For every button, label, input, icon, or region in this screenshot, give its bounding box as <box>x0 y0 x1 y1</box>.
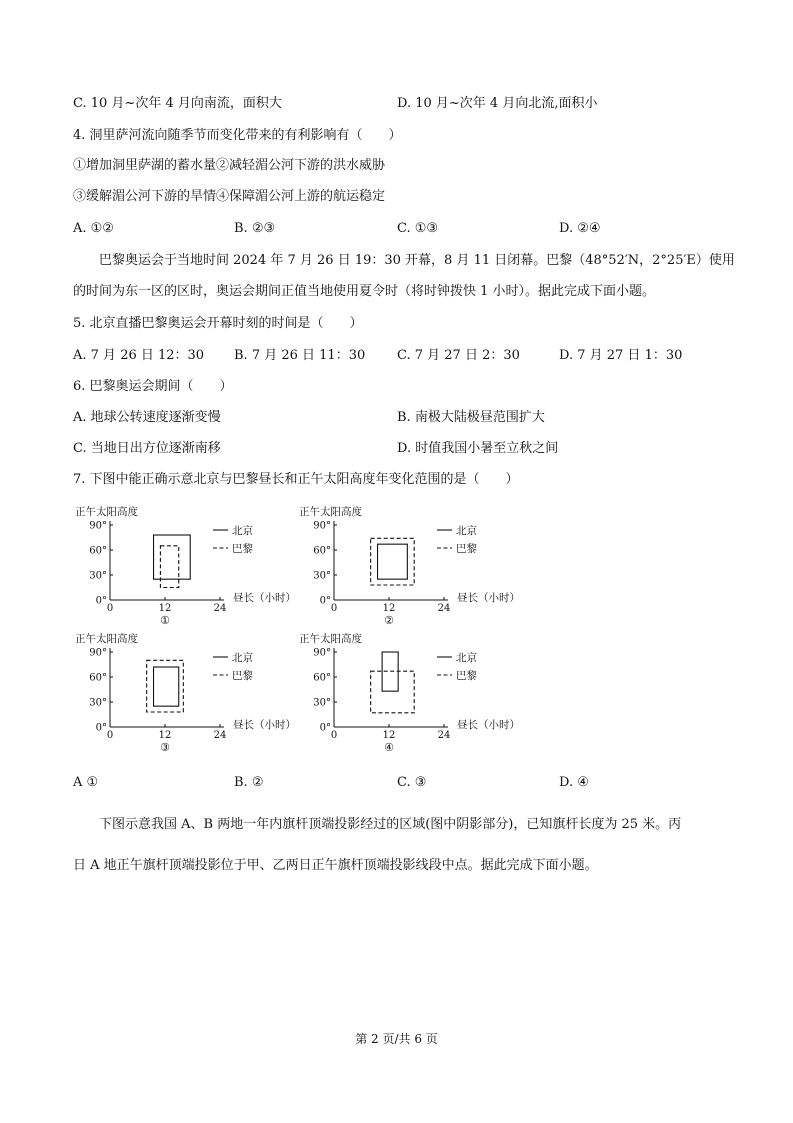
y-axis-title: 正午太阳高度 <box>299 506 362 518</box>
legend-beijing-label: 北京 <box>456 525 477 537</box>
x-tick-label: 0 <box>330 603 338 614</box>
passage1-line2: 的时间为东一区的区时，奥运会期间正值当地使用夏令时（将时钟拨快 1 小时）。据此完成下面小题。 <box>73 284 656 299</box>
q7-option-b: B. ② <box>234 775 264 790</box>
y-tick-label: 60° <box>89 545 107 557</box>
y-tick-label: 0° <box>319 595 331 607</box>
q3-option-d: D. 10 月~次年 4 月向北流,面积小 <box>397 96 598 111</box>
page-number: 第 2 页/共 6 页 <box>355 1032 438 1046</box>
q6-stem: 6. 巴黎奥运会期间（ ） <box>73 379 233 394</box>
q4-statement-line1: ①增加洞里萨湖的蓄水量②减轻湄公河下游的洪水威胁 <box>73 158 386 173</box>
y-tick-label: 90° <box>313 520 331 532</box>
chart-3 <box>73 627 298 755</box>
y-tick-label: 60° <box>313 672 331 684</box>
y-tick-label: 0° <box>95 595 107 607</box>
y-tick-label: 0° <box>319 722 331 734</box>
q6-option-b: B. 南极大陆极昼范围扩大 <box>397 410 545 425</box>
beijing-range-box <box>154 667 179 706</box>
legend-paris-label: 巴黎 <box>456 670 477 682</box>
q4-option-b: B. ②③ <box>234 221 276 236</box>
legend-beijing-label: 北京 <box>456 652 477 664</box>
legend-beijing-label: 北京 <box>232 652 253 664</box>
q5-option-d: D. 7 月 27 日 1：30 <box>559 348 683 363</box>
x-tick-label: 12 <box>382 730 396 741</box>
y-tick-label: 30° <box>313 570 331 582</box>
q7-option-c: C. ③ <box>397 775 427 790</box>
legend-paris-label: 巴黎 <box>232 543 253 555</box>
q6-option-d: D. 时值我国小暑至立秋之间 <box>397 441 559 456</box>
q4-option-d: D. ②④ <box>559 221 601 236</box>
chart-1 <box>73 500 298 628</box>
legend-beijing-label: 北京 <box>232 525 253 537</box>
y-axis-title: 正午太阳高度 <box>299 633 362 645</box>
y-tick-label: 0° <box>95 722 107 734</box>
x-tick-label: 24 <box>437 730 451 741</box>
x-tick-label: 12 <box>158 603 172 614</box>
paris-range-box <box>147 660 184 712</box>
q5-option-a: A. 7 月 26 日 12：30 <box>73 348 205 363</box>
chart-label: ④ <box>384 741 394 754</box>
q6-option-c: C. 当地日出方位逐渐南移 <box>73 441 221 456</box>
q4-statement-line2: ③缓解湄公河下游的旱情④保障湄公河上游的航运稳定 <box>73 189 386 204</box>
chart-label: ① <box>160 614 170 627</box>
q6-option-a: A. 地球公转速度逐渐变慢 <box>73 410 221 425</box>
q5-option-b: B. 7 月 26 日 11：30 <box>234 348 366 363</box>
y-tick-label: 60° <box>89 672 107 684</box>
chart-4 <box>297 627 522 755</box>
passage2-line1: 下图示意我国 A、B 两地一年内旗杆顶端投影经过的区域(图中阴影部分)，已知旗杆长度为 25 米。丙 <box>99 817 682 832</box>
q7-option-a: A ① <box>73 775 99 790</box>
y-tick-label: 90° <box>89 647 107 659</box>
x-tick-label: 0 <box>106 730 114 741</box>
x-axis-title: 昼长（小时） <box>457 719 520 731</box>
legend-paris-label: 巴黎 <box>232 670 253 682</box>
x-tick-label: 24 <box>213 603 227 614</box>
x-tick-label: 24 <box>213 730 227 741</box>
legend-paris-label: 巴黎 <box>456 543 477 555</box>
q4-stem: 4. 洞里萨河流向随季节而变化带来的有利影响有（ ） <box>73 128 402 143</box>
chart-label: ② <box>384 614 394 627</box>
passage1-line1: 巴黎奥运会于当地时间 2024 年 7 月 26 日 19：30 开幕，8 月 11 日闭幕。巴黎（48°52′N，2°25′E）使用 <box>99 253 735 268</box>
passage2-line2: 日 A 地正午旗杆顶端投影位于甲、乙两日正午旗杆顶端投影线段中点。据此完成下面小题。 <box>73 858 598 873</box>
y-axis-title: 正午太阳高度 <box>75 506 138 518</box>
beijing-range-box <box>154 535 191 579</box>
y-tick-label: 90° <box>89 520 107 532</box>
y-tick-label: 90° <box>313 647 331 659</box>
q7-stem: 7. 下图中能正确示意北京与巴黎昼长和正午太阳高度年变化范围的是（ ） <box>73 472 519 487</box>
y-tick-label: 30° <box>89 570 107 582</box>
x-axis-title: 昼长（小时） <box>233 592 296 604</box>
x-tick-label: 12 <box>382 603 396 614</box>
q5-stem: 5. 北京直播巴黎奥运会开幕时刻的时间是（ ） <box>73 316 363 331</box>
x-axis-title: 昼长（小时） <box>233 719 296 731</box>
x-tick-label: 12 <box>158 730 172 741</box>
chart-2 <box>297 500 522 628</box>
x-axis-title: 昼长（小时） <box>457 592 520 604</box>
q4-option-a: A. ①② <box>73 221 114 236</box>
q4-option-c: C. ①③ <box>397 221 439 236</box>
x-tick-label: 24 <box>437 603 451 614</box>
y-tick-label: 30° <box>89 697 107 709</box>
q3-option-c: C. 10 月~次年 4 月向南流，面积大 <box>73 96 282 111</box>
q7-option-d: D. ④ <box>559 775 589 790</box>
paris-range-box <box>371 671 415 713</box>
x-tick-label: 0 <box>330 730 338 741</box>
chart-label: ③ <box>160 741 170 754</box>
x-tick-label: 0 <box>106 603 114 614</box>
beijing-range-box <box>378 544 408 579</box>
y-axis-title: 正午太阳高度 <box>75 633 138 645</box>
paris-range-box <box>160 546 178 588</box>
q5-option-c: C. 7 月 27 日 2：30 <box>397 348 520 363</box>
y-tick-label: 60° <box>313 545 331 557</box>
y-tick-label: 30° <box>313 697 331 709</box>
